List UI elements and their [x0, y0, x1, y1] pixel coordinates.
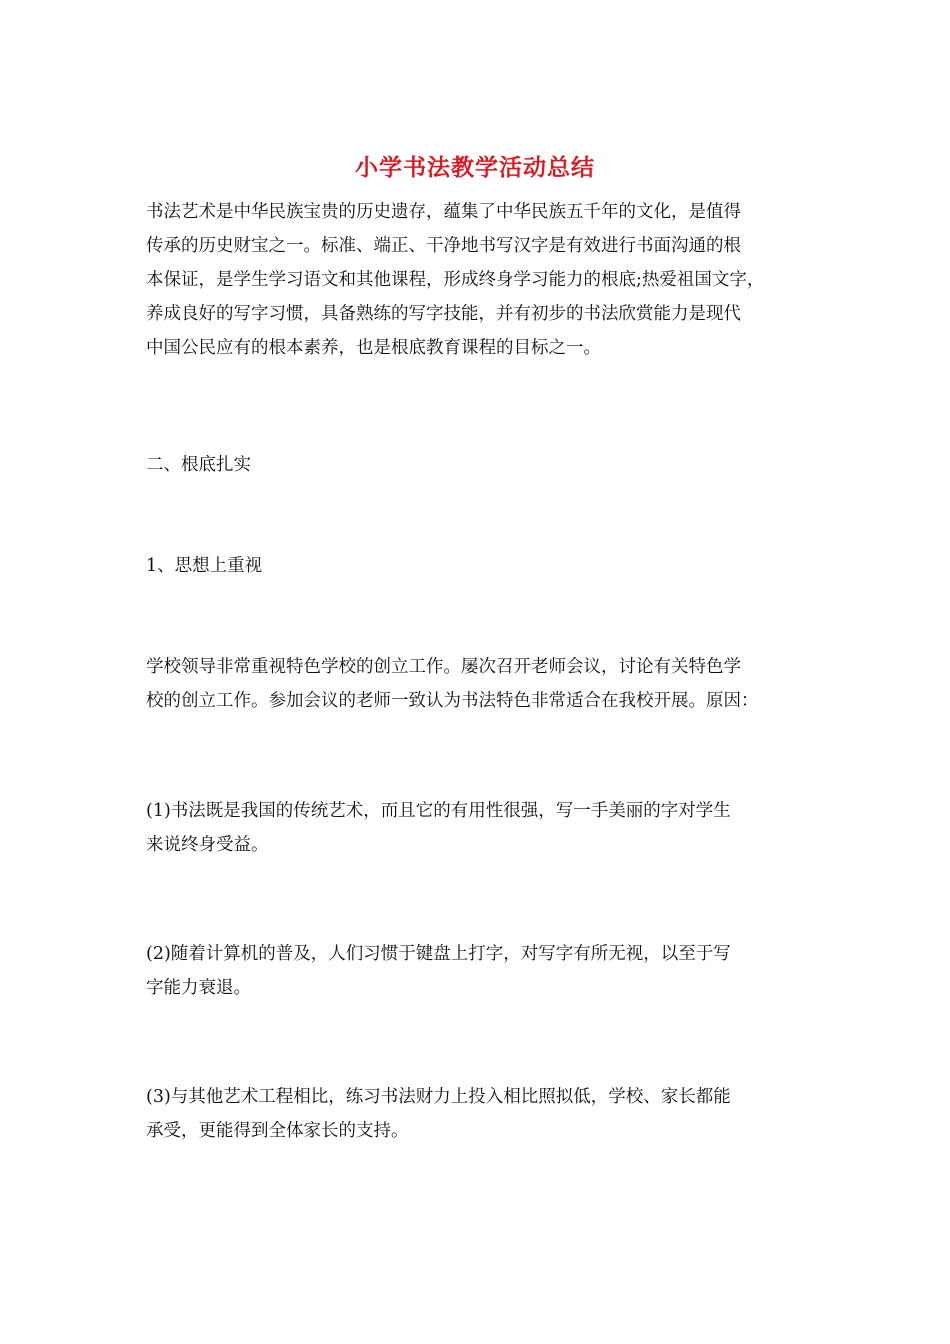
document-title: 小学书法教学活动总结: [355, 154, 595, 181]
reason-2-line: (2)随着计算机的普及，人们习惯于键盘上打字，对写字有所无视，以至于写: [146, 944, 731, 964]
reason-1-paragraph: [146, 794, 806, 862]
reason-2-line: 字能力衰退。: [146, 978, 251, 998]
intro-line: 中国公民应有的根本素养，也是根底教育课程的目标之一。: [146, 338, 601, 358]
section-heading-text: 二、根底扎实: [146, 455, 251, 475]
reason-3-paragraph: [146, 1080, 806, 1148]
intro-line: 传承的历史财宝之一。标准、端正、干净地书写汉字是有效进行书面沟通的根: [146, 236, 741, 256]
reason-1-line: 来说终身受益。: [146, 835, 269, 855]
reason-2-paragraph: [146, 937, 806, 1005]
intro-line: 书法艺术是中华民族宝贵的历史遗存，蕴集了中华民族五千年的文化，是值得: [146, 202, 741, 222]
intro-line: 本保证，是学生学习语文和其他课程，形成终身学习能力的根底;热爱祖国文字，: [146, 270, 765, 290]
school-line: 校的创立工作。参加会议的老师一致认为书法特色非常适合在我校开展。原因：: [146, 691, 759, 711]
school-paragraph: [146, 650, 806, 718]
reason-3-line: 承受，更能得到全体家长的支持。: [146, 1121, 409, 1141]
reason-3-line: (3)与其他艺术工程相比，练习书法财力上投入相比照拟低，学校、家长都能: [146, 1087, 731, 1107]
intro-line: 养成良好的写字习惯，具备熟练的写字技能，并有初步的书法欣赏能力是现代: [146, 304, 741, 324]
intro-paragraph: [146, 195, 806, 365]
subsection-heading-text: 1、思想上重视: [146, 556, 263, 576]
subsection-heading: [146, 549, 806, 583]
reason-1-line: (1)书法既是我国的传统艺术，而且它的有用性很强，写一手美丽的字对学生: [146, 801, 731, 821]
section-heading: [146, 448, 806, 482]
school-line: 学校领导非常重视特色学校的创立工作。屡次召开老师会议，讨论有关特色学: [146, 657, 741, 677]
